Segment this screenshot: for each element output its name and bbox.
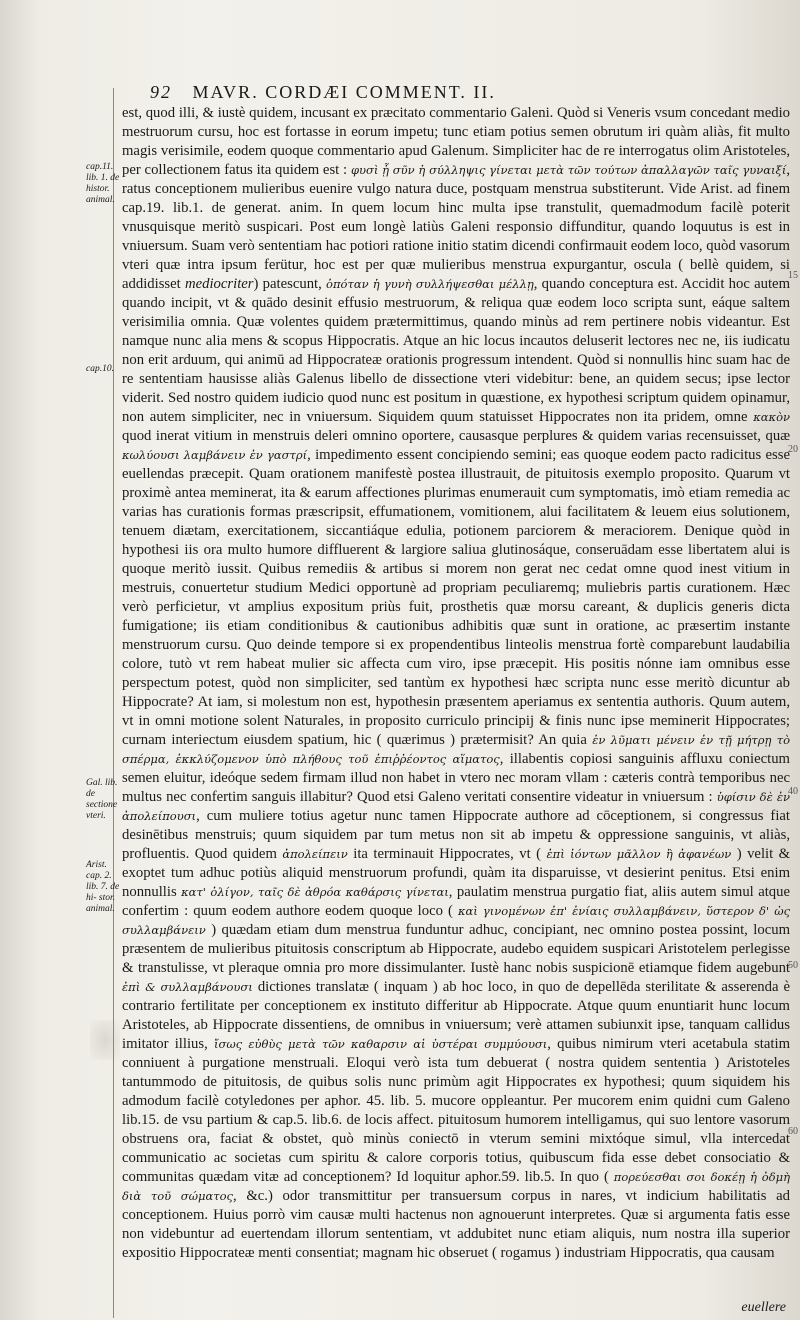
margin-note: cap.11. lib. 1. de histor. animal.: [86, 162, 120, 205]
greek-quote: καὶ γινομένων ἐπ' ἐνίαις συλλαμβάνειν, ὕστερον δ' ὡς συλλαμβάνειν: [122, 904, 791, 937]
running-title: MAVR. CORDÆI COMMENT. II.: [192, 82, 496, 102]
page-header: [150, 82, 790, 106]
page-number: 92: [150, 82, 172, 102]
greek-quote: ἐπὶ & συλλαμβάνουσι: [122, 980, 253, 994]
body-text: [122, 104, 790, 1263]
line-number: 15: [788, 270, 798, 281]
paragraph: est, quod illi, & iustè quidem, incusant ex præcitato commentario Galeni. Quòd si Veneris vsum concedant medio mestruorum cursu, hoc est fortasse in eorum impetu; tunc etiam potius semen obrutum iri quàm aliàs, fit multo magis verisimile, eodem quoque commentario apud Galenum. Simpliciter hac de re interrogatus olim Aristoteles, per collectionem fatus ita quidem est : φυσὶ ᾗ σῦν ἡ σύλληψις γίνεται μετὰ τῶν τούτων ἀπαλλαγῶν ταῖς γυναιξί, ratus conceptionem mulieribus euenire vulgo natura duce, postquam menstrua substiterunt. Vide Arist. ad finem cap.19. lib.1. de generat. anim. In quem locum hinc multa ipse transtulit, quemadmodum facilè poterit vnusquisque meritò suspicari. Post eum longè latiùs Galeni responsio diffunditur, quando loquutus is est in vniuersum. Suam verò sententiam hac potiori ratione initio statim dicendi confirmauit eodem loco, quòd vasorum vteri quæ intra ipsum ferütur, hoc est per quæ mulieribus menstrua expurgantur, oscula ( bellè quidem, si addidisset mediocriter) patescunt, ὁπόταν ἡ γυνὴ συλλήψεσθαι μέλλῃ, quando conceptura est. Accidit hoc autem quando incipit, vt & quādo desinit effusio mestruorum, & reliqua quæ eodem loco scripta sunt, eáque saltem verisimilia omnia. Quæ volentes quidem prætermittimus, quando minùs ad rem pertinere nobis videantur. Est namque nunc alia mens & scopus Hippocratis. Atque an hic locus incautos deluserit lectores nec ne, iis iudicatu non erit arduum, qui animū ad Hippocrateæ orationis progressum intendent. Quòd si nonnullis hinc suam hac de re sententiam hausisse aliàs Galenus libello de dissectione vteri videbitur: bene, an quidem secus; ipse lector viderit. Sed nostro quidem iudicio quod nunc est positum in quæstione, ex hypothesi scriptum quidem opinamur, non autem simpliciter, nec in vniuersum. Siquidem quum statuisset Hippocrates non ita pridem, omne κακὸν quod inerat vitium in menstruis deleri omnino oportere, causasque perplures & quidem varias recensuisset, quæ κωλύουσι λαμβάνειν ἐν γαστρί, impedimento essent concipiendo semini; eas quoque eodem pacto radicitus esse euellendas præcepit. Quam orationem manifestè postea illustrauit, de pituitosis exemplo proposito. Quarum vt proximè antea meminerat, ita & earum affectiones plurimas enumerauit cum symptomatis, imò etiam remedia ac varias has curationis formas præscripsit, effumationem, vomitionem, alui facilitatem & leuem eius solutionem, tenuem diætam, exercitationem, siccantiáque edulia, potionem parciorem & meraciorem. Denique quòd in hypothesi iis ora multo humore diffluerent & largiore saliua glutinosáque, conseruādam esse libertatem alui is quoque meritò iussit. Quibus remediis & artibus si morem non gerat nec cedat omne quod inest vitium in mestruis, conuertetur studium Medici opportunè ad propriam peculiaremq; muliebris partis curationem. Hæc verò perficietur, vt amplius expositum priùs fuit, prosthetis quæ morsu careant, & duplicis generis dicta fumigatione; iis etiam conditionibus & cautionibus adhibitis quæ sunt in oratione, ac præsertim instante menstruorum cursu. Quo deinde tempore si ex propendentibus linteolis menstrua fortè comparebunt laudabilia colore, tutò vt rem habeat mulier sic affecta cum viro, ipse præcepit. His positis nónne iam omnibus esse perspectum potest, quòd non simpliciter, sed tantùm ex hypothesi hæc scripta nunc esse meritò dicuntur ab Hippocrate? At iam, si molestum non est, hypothesin præsentem aperiamus ex sententia authoris. Quum autem, vt in omni motione solent Naturales, in proposito curriculo principij & finis nunc ipse meminerit Hippocrates; curnam interiectum eiusdem spatium, hic ( quærimus ) prætermisit? An quia ἐν λῦματι μένειν ἐν τῇ μήτρῃ τὸ σπέρμα, ἐκκλύζομενον ὑπὸ πλήθους τοῦ ἐπιῤῥέοντος αἵματος, illabentis copiosi sanguinis affluxu coniectum semen eluitur, ideóque sedem firmam illud non habet in vtero nec moram vllam : cæteris contrà temporibus nec multus nec confertim sanguis illabitur? Quod etsi Galeno veritati consentire videatur in vniuersum : ὑφίσιν δὲ ἐν ἀπολείπουσι, cum muliere totius agetur nunc tamen Hippocrate authore ad cōceptionem, si congressus fiat desinētibus menstruis; quum siquidem par tum metus non sit ab impetu & oppressione sanguinis, vt aliàs, profluentis. Quod quidem ἀπολείπειν ita terminauit Hippocrates, vt ( ἐπὶ ἰόντων μᾶλλον ἢ ἀφανέων ) velit & exoptet tum adhuc potiùs aliquid menstruorum profundi, quàm ita disparuisse, vt desierint penitus. Etsi enim nonnullis κατ' ὀλίγον, ταῖς δὲ ἀθρόα καθάρσις γίνεται, paulatim menstrua purgatio fiat, aliis autem simul atque confertim : quum eodem authore eodem quoque loco ( καὶ γινομένων ἐπ' ἐνίαις συλλαμβάνειν, ὕστερον δ' ὡς συλλαμβάνειν ) quædam etiam dum menstrua funduntur adhuc, concipiant, nec omnino postea possint, locum præsentem de mulieribus pituitosis conscriptum ab Hippocrate, audebo equidem suspicari Aristotelem perlegisse & transtulisse, vt pleraque omnia pro more dissimulanter. Iustè hanc nobis suspicionē etiamque fidem augebunt ἐπὶ & συλλαμβάνουσι dictiones translatæ ( inquam ) ab hoc loco, in quo de depellēda sterilitate & asserenda è contrario fertilitate per conceptionem ex instituto differitur ab Hippocrate. Atque quum enuntiarit hunc locum Aristoteles, ab Hippocrate dissentiens, de omnibus in vniuersum; verè attamen subiunxit ipse, tanquam callidus imitator illius, ἴσως εὐθὺς μετὰ τῶν καθαρσιν αἱ ὑστέραι συμμύουσι, quibus nimirum vteri acetabula statim conniuent à purgatione menstruali. Eloqui verò ista tum debuerat ( nostra quidem sententia ) Aristoteles tantummodo de pituitosis, de quibus solis nunc primùm agit Hippocrates ex hypothesi; quum siquidem his admodum facilè cotyledones per aphor. 45. lib. 5. mucore oppleantur. Per mucorem enim quidni cum Galeno lib.15. de vsu partium & cap.5. lib.6. de locis affect. pituitosum humorem intelligamus, qui suo lentore vasorum obstruens ora, faciat & obstet, quò minùs coniectō in vterum semini mixtóque simul, vlla intercedat communicatio ac societas cum spiritu & calore corporis totius, quibuscum fida esse debet consociatio & communitas quædam vitæ ad conceptionem? Id loquitur aphor.59. lib.5. In quo ( πορεύεσθαι σοι δοκέῃ ἡ ὀδμὴ διὰ τοῦ σώματος, &c.) odor transmittitur per transuersum corpus in nares, vt indicium habilitatis ad conceptionem. Huius porrò vim causæ multi hactenus non agnouerunt interpretes. Quæ si argumenta fatis esse non videbuntur ad euertendam illorum sententiam, vt addubitet nunc etiam aliquis, num nostra illa superior expositio Hippocrateæ menti consentiat; magnam hic obseruet ( rogamus ) industriam Hippocratis, qua causam: [122, 105, 791, 1261]
greek-quote: ὑφίσιν δὲ ἐν ἀπολείπουσι: [122, 790, 790, 823]
greek-quote: κωλύουσι λαμβάνειν ἐν γαστρί: [122, 448, 308, 462]
greek-quote: ἀπολείπειν: [282, 847, 348, 861]
greek-quote: ἐπὶ ἰόντων μᾶλλον ἢ ἀφανέων: [546, 847, 732, 861]
margin-note: Gal. lib. de sectione vteri.: [86, 778, 118, 821]
paper-stain: [90, 1020, 120, 1060]
greek-quote: κατ' ὀλίγον, ταῖς δὲ ἀθρόα καθάρσις γίνεται: [181, 885, 449, 899]
catchword: euellere: [741, 1300, 786, 1315]
italic-word: mediocriter: [185, 276, 254, 292]
margin-rule: [113, 88, 114, 1318]
greek-quote: πορεύεσθαι σοι δοκέῃ ἡ ὀδμὴ διὰ τοῦ σώματος: [122, 1170, 790, 1203]
greek-quote: ἴσως εὐθὺς μετὰ τῶν καθαρσιν αἱ ὑστέραι συμμύουσι: [213, 1037, 548, 1051]
greek-quote: ἐν λῦματι μένειν ἐν τῇ μήτρῃ τὸ σπέρμα, ἐκκλύζομενον ὑπὸ πλήθους τοῦ ἐπιῤῥέοντος αἵματος: [122, 733, 790, 766]
line-number: 50: [788, 960, 798, 971]
line-number: 20: [788, 444, 798, 455]
greek-quote: ὁπόταν ἡ γυνὴ συλλήψεσθαι μέλλῃ: [326, 277, 534, 291]
greek-quote: κακὸν: [753, 410, 791, 424]
margin-note: cap.10.: [86, 364, 114, 374]
line-number: 60: [788, 1126, 798, 1137]
greek-quote: φυσὶ ᾗ σῦν ἡ σύλληψις γίνεται μετὰ τῶν τούτων ἀπαλλαγῶν ταῖς γυναιξί: [350, 163, 787, 177]
margin-note: Arist. cap. 2. lib. 7. de hi- stor. animal.: [86, 860, 120, 914]
line-number: 40: [788, 786, 798, 797]
